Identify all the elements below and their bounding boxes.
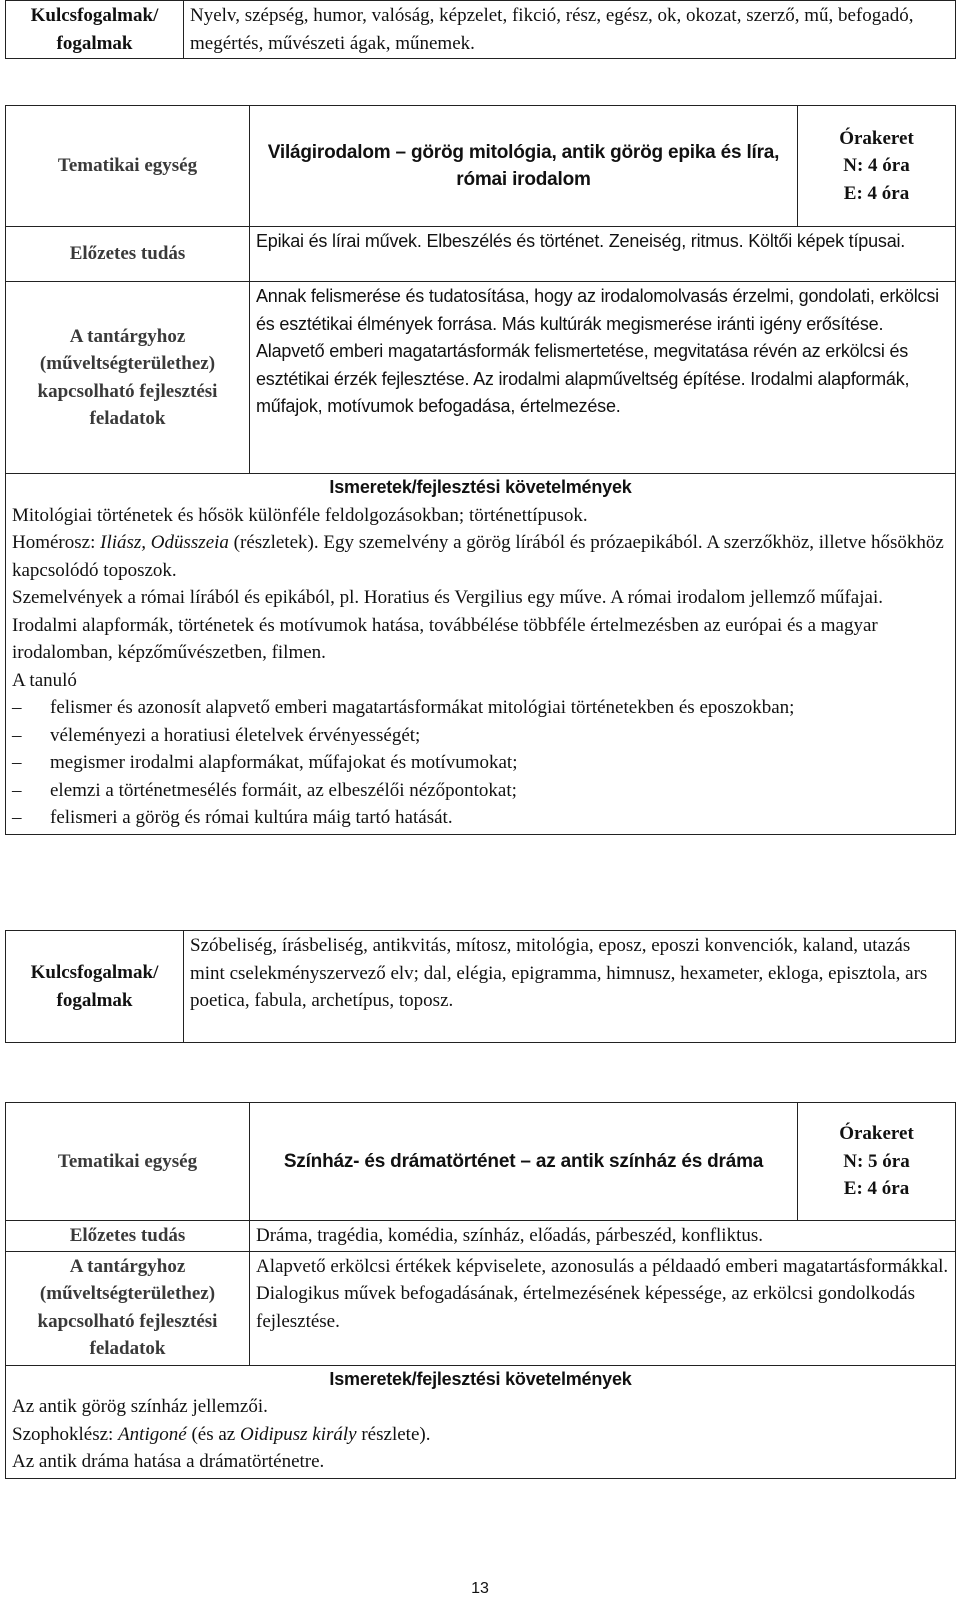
unit1-thematic-label: Tematikai egység xyxy=(6,106,250,227)
unit2-dev-label: A tantárgyhoz (műveltségterülethez) kapcsolható fejlesztési feladatok xyxy=(6,1251,250,1365)
unit1-prior-label: Előzetes tudás xyxy=(6,227,250,282)
hours-n: N: 4 óra xyxy=(843,155,910,177)
list-item: – elemzi a történetmesélés formáit, az elbeszélői nézőpontokat; xyxy=(12,779,517,801)
student-intro: A tanuló xyxy=(12,669,77,691)
req-line-3: Szemelvények a római lírából és epikából, pl. Horatius és Vergilius egy műve. A római irodalom jellemző műfajai. xyxy=(12,587,883,608)
req-line-4: Irodalmi alapformák, történetek és motívumok hatása, továbbélése többféle értelmezésben az európai és a magyar irodalomban, képzőművészetben, filmen. xyxy=(12,614,878,663)
unit2-title: Színház- és drámatörténet – az antik színház és dráma xyxy=(250,1103,798,1221)
unit2-prior-text: Dráma, tragédia, komédia, színház, előadás, párbeszéd, konfliktus. xyxy=(250,1221,956,1252)
req-line-2: Homérosz: Iliász, Odüsszeia (részletek). Egy szemelvény a görög lírából és prózaepikából. A szerzőkhöz, illetve hősökhöz kapcsolódó toposzok. xyxy=(12,532,944,581)
list-item: – felismer és azonosít alapvető emberi magatartásformákat mitológiai történetekben és eposzokban; xyxy=(12,697,795,718)
unit2-thematic-label: Tematikai egység xyxy=(6,1103,250,1221)
unit1-title: Világirodalom – görög mitológia, antik görög epika és líra, római irodalom xyxy=(250,106,798,227)
unit1-keywords-text: Szóbeliség, írásbeliség, antikvitás, mítosz, mitológia, eposz, eposzi konvenciók, kaland, utazás mint cselekményszervező elv; dal, elégia, epigramma, himnusz, hexameter, ekloga, episztola, ars poetica, fabula, archetípus, toposz. xyxy=(184,931,956,1043)
unit2-prior-label: Előzetes tudás xyxy=(6,1221,250,1252)
req-heading: Ismeretek/fejlesztési követelmények xyxy=(329,477,632,497)
list-item: – véleményezi a horatiusi életelvek érvényességét; xyxy=(12,724,421,746)
unit1-dev-label: A tantárgyhoz (műveltségterülethez) kapcsolható fejlesztési feladatok xyxy=(6,282,250,474)
req-line-3: Az antik dráma hatása a drámatörténetre. xyxy=(12,1451,325,1472)
dev-paragraph-2: Alapvető emberi magatartásformák felismertetése, megvitatása révén az erkölcsi és esztétikai érzék fejlesztése. Az irodalmi alapműveltség építése. Irodalmi alapformák, műfajok, motívumok befogadása, értelmezése. xyxy=(256,341,910,416)
req-heading: Ismeretek/fejlesztési követelmények xyxy=(329,1368,632,1389)
unit1-table xyxy=(5,105,956,835)
unit2-hours xyxy=(798,1103,956,1221)
hours-e: E: 4 óra xyxy=(843,182,910,204)
unit1-keywords-table xyxy=(5,930,956,1043)
unit2-requirements xyxy=(6,1365,956,1478)
unit1-prior-text: Epikai és lírai művek. Elbeszélés és történet. Zeneiség, ritmus. Költői képek típusai. xyxy=(250,227,956,282)
hours-n: N: 5 óra xyxy=(843,1150,910,1172)
keywords-label-top: Kulcsfogalmak/ fogalmak xyxy=(6,1,184,59)
keywords-text-top: Nyelv, szépség, humor, valóság, képzelet, fikció, rész, egész, ok, okozat, szerző, mű, befogadó, megértés, művészeti ágak, műnemek. xyxy=(184,1,956,59)
dev-paragraph-1: Annak felismerése és tudatosítása, hogy az irodalomolvasás érzelmi, gondolati, erkölcsi és esztétikai élmények forrása. Más kultúrák megismerése iránti igény erősítése. xyxy=(256,286,939,334)
req-line-1: Az antik görög színház jellemzői. xyxy=(12,1396,268,1417)
unit2-dev-text: Alapvető erkölcsi értékek képviselete, azonosulás a példaadó emberi magatartásformákkal. Dialogikus művek befogadásának, értelmezésének képessége, az erkölcsi gondolkodás fejlesztése. xyxy=(250,1251,956,1365)
unit1-keywords-label: Kulcsfogalmak/ fogalmak xyxy=(6,931,184,1043)
page-number: 13 xyxy=(471,1580,489,1597)
list-item: – felismeri a görög és római kultúra máig tartó hatását. xyxy=(12,807,453,828)
req-line-2: Szophoklész: Antigoné (és az Oidipusz király részlete). xyxy=(12,1423,431,1445)
hours-label: Órakeret xyxy=(839,1123,914,1145)
hours-label: Órakeret xyxy=(839,127,914,149)
unit1-dev-text xyxy=(250,282,956,474)
unit1-requirements xyxy=(6,474,956,835)
unit1-hours xyxy=(798,106,956,227)
hours-e: E: 4 óra xyxy=(843,1178,910,1200)
req-line-1: Mitológiai történetek és hősök különféle feldolgozásokban; történettípusok. xyxy=(12,504,588,526)
list-item: – megismer irodalmi alapformákat, műfajokat és motívumokat; xyxy=(12,752,518,773)
keywords-table-top xyxy=(5,0,956,59)
unit2-table xyxy=(5,1102,956,1479)
